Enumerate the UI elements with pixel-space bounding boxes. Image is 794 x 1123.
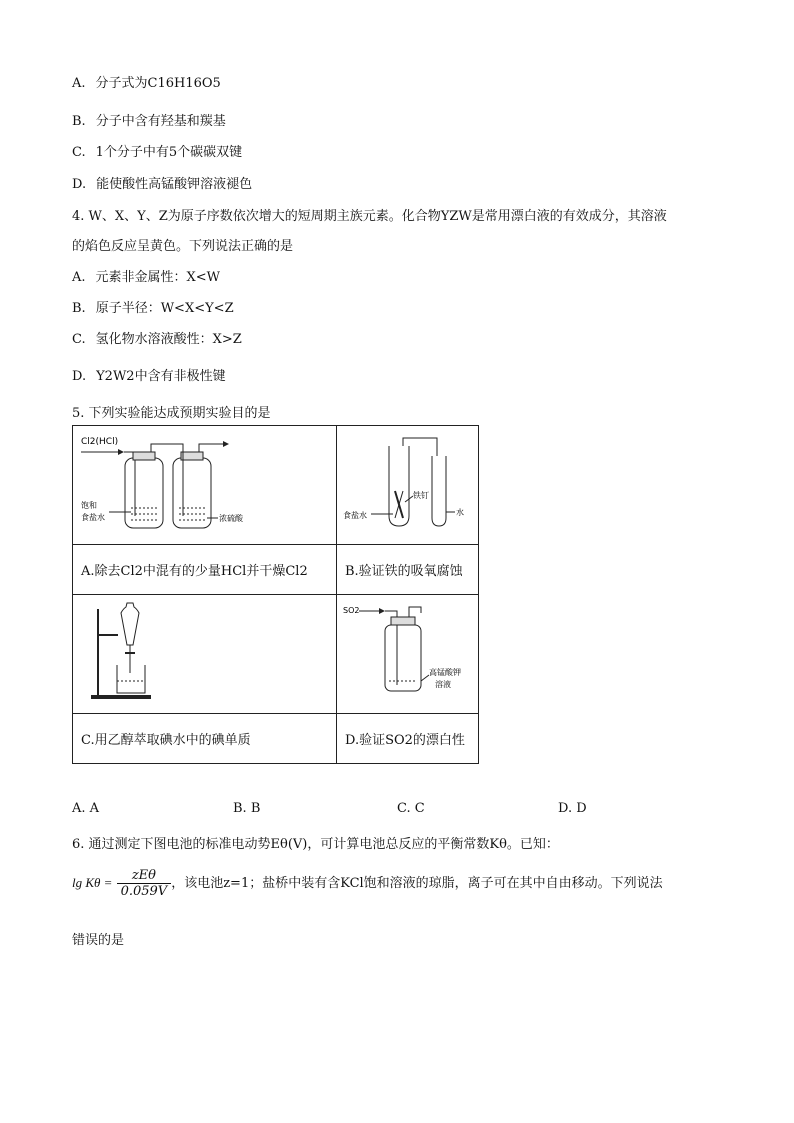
option-text: 分子式为C16H16O5 <box>95 76 221 91</box>
q4-option-a <box>72 266 220 285</box>
figure-a-cell <box>73 426 337 545</box>
figure-d-cell <box>337 595 479 714</box>
option-label: D. <box>72 369 87 384</box>
q5-answer-b: B. B <box>233 801 261 816</box>
option-label: A. <box>72 76 86 91</box>
formula-numerator: zEθ <box>117 868 172 884</box>
q4-stem-line1: 4. W、X、Y、Z为原子序数依次增大的短周期主族元素。化合物YZW是常用漂白液的有效成分，其溶液 <box>72 209 667 224</box>
option-label: B. <box>72 301 86 316</box>
figure-a-gas-washing-bottles <box>73 426 336 540</box>
option-label: D. <box>72 177 87 192</box>
figure-c-separatory-funnel <box>73 595 336 709</box>
experiment-table <box>72 425 479 764</box>
q6-stem-line2 <box>72 868 663 899</box>
figure-d-gas-label: SO2 <box>343 606 360 615</box>
option-label: B. <box>72 114 86 129</box>
caption-a: A.除去Cl2中混有的少量HCl并干燥Cl2 <box>73 545 337 595</box>
q3-option-d <box>72 173 252 192</box>
caption-b: B.验证铁的吸氧腐蚀 <box>337 545 479 595</box>
formula-denominator: 0.059V <box>120 884 168 899</box>
figure-d-solution-label2: 溶液 <box>435 680 451 689</box>
figure-b-nail-label: 铁钉 <box>413 491 429 500</box>
q4-stem-line2: 的焰色反应呈黄色。下列说法正确的是 <box>72 239 294 254</box>
option-label: C. <box>72 332 86 347</box>
q5-answer-d: D. D <box>558 801 587 816</box>
figure-b-cell <box>337 426 479 545</box>
caption-c: C.用乙醇萃取碘水中的碘单质 <box>73 714 337 764</box>
formula-fraction <box>117 868 172 899</box>
q3-option-b <box>72 110 226 129</box>
caption-d: D.验证SO2的漂白性 <box>337 714 479 764</box>
figure-a-right-label: 浓硫酸 <box>219 514 243 523</box>
q6-stem-line2-rest: ，该电池z=1；盐桥中装有含KCl饱和溶液的琼脂，离子可在其中自由移动。下列说法 <box>171 876 663 891</box>
figure-a-left-label2: 食盐水 <box>81 513 105 522</box>
figure-a-left-label1: 饱和 <box>81 501 97 510</box>
option-label: A. <box>72 270 86 285</box>
figure-a-gas-label: Cl2(HCl) <box>81 437 119 447</box>
option-text: 原子半径：W<X<Y<Z <box>95 301 234 316</box>
option-label: C. <box>72 145 86 160</box>
option-text: 元素非金属性：X<W <box>95 270 221 285</box>
q5-answer-a: A. A <box>72 801 100 816</box>
q4-option-d <box>72 365 226 384</box>
figure-b-left-label: 食盐水 <box>343 511 367 520</box>
q3-option-c <box>72 141 242 160</box>
figure-d-so2-bottle <box>337 595 478 709</box>
figure-c-cell <box>73 595 337 714</box>
q5-answer-c: C. C <box>397 801 425 816</box>
q4-option-b <box>72 297 234 316</box>
q5-stem: 5. 下列实验能达成预期实验目的是 <box>72 406 271 421</box>
formula-left: lg Kθ = <box>72 875 113 890</box>
option-text: 分子中含有羟基和羰基 <box>95 114 226 129</box>
option-text: Y2W2中含有非极性键 <box>96 369 226 384</box>
figure-b-iron-corrosion <box>337 426 478 540</box>
figure-b-water-label: 水 <box>456 508 464 517</box>
option-text: 能使酸性高锰酸钾溶液褪色 <box>96 177 253 192</box>
figure-d-solution-label1: 高锰酸钾 <box>429 668 461 677</box>
q3-option-a <box>72 72 221 91</box>
option-text: 氢化物水溶液酸性：X>Z <box>95 332 242 347</box>
option-text: 1个分子中有5个碳碳双键 <box>95 145 243 160</box>
q4-option-c <box>72 328 242 347</box>
q6-stem-line3: 错误的是 <box>72 933 125 948</box>
q6-stem-line1: 6. 通过测定下图电池的标准电动势Eθ(V)，可计算电池总反应的平衡常数Kθ。已知： <box>72 837 559 852</box>
